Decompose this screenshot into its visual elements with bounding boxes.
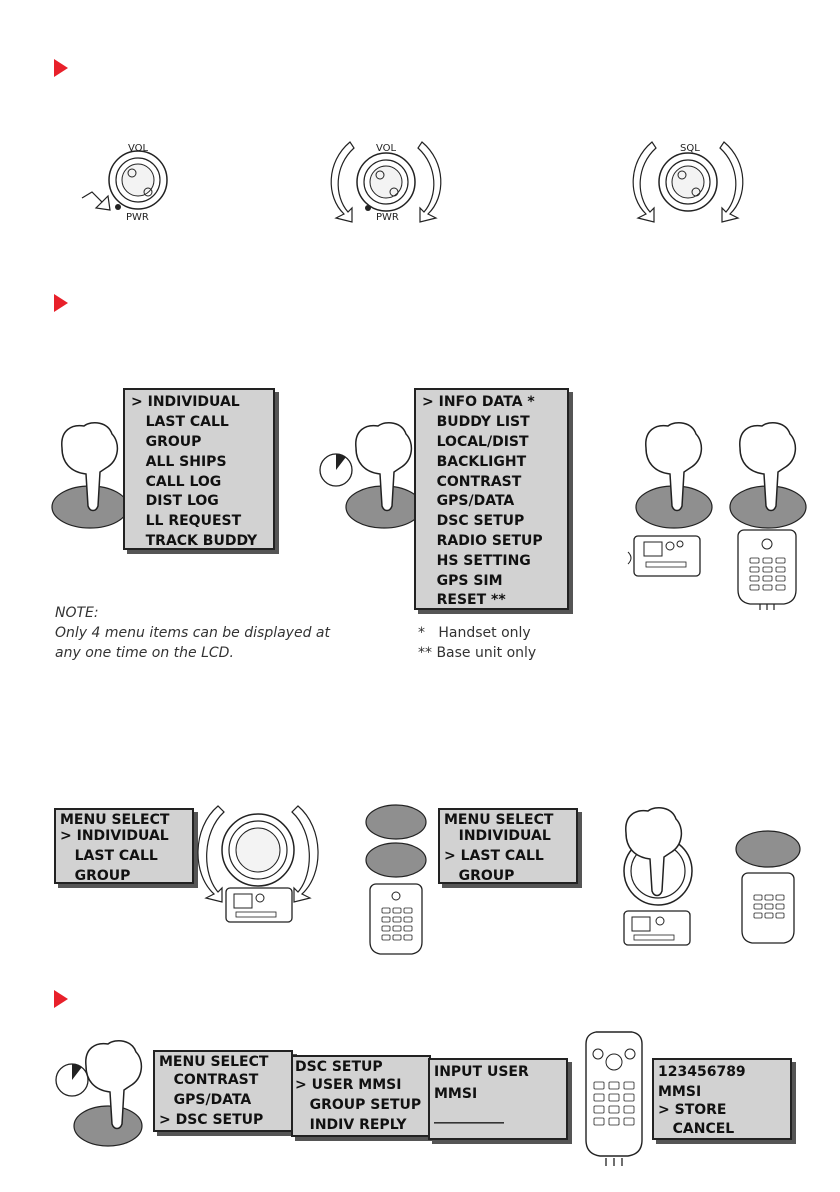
- long-press-icon-2: [50, 1040, 150, 1150]
- menu-item: RESET **: [422, 592, 506, 608]
- section-3-marker: [54, 990, 68, 1008]
- radio-press-options: [620, 420, 820, 610]
- note-line-1: Only 4 menu items can be displayed at: [55, 625, 330, 641]
- lcd-title: MENU SELECT: [444, 812, 554, 828]
- menu-item: GPS/DATA: [422, 493, 515, 509]
- menu-item: INDIVIDUAL: [444, 828, 551, 844]
- finger-press-icon: [50, 420, 130, 530]
- section-2-marker: [54, 294, 68, 312]
- menu-item: > INFO DATA *: [422, 394, 535, 410]
- menu-item: LAST CALL: [60, 848, 158, 864]
- lcd-line: __________: [434, 1108, 504, 1124]
- menu-item: GROUP: [60, 868, 131, 884]
- menu-item: BACKLIGHT: [422, 454, 527, 470]
- menu-item: ALL SHIPS: [131, 454, 227, 470]
- mmsi-step-3-lcd: [428, 1058, 568, 1140]
- menu-item: GPS/DATA: [159, 1092, 252, 1108]
- menu-item: TRACK BUDDY: [131, 533, 258, 549]
- mmsi-number: 123456789: [658, 1064, 746, 1080]
- lcd-line: INPUT USER: [434, 1064, 529, 1080]
- footnote-base: ** Base unit only: [418, 645, 537, 661]
- menu-item: CONTRAST: [159, 1072, 259, 1088]
- menu-item: LAST CALL: [131, 414, 229, 430]
- menu-item: > INDIVIDUAL: [60, 828, 169, 844]
- mmsi-step-4-lcd: [652, 1058, 792, 1140]
- knob-rotate-base-unit: [200, 800, 330, 930]
- menu-item: > USER MMSI: [295, 1077, 402, 1093]
- menu-item: LOCAL/DIST: [422, 434, 529, 450]
- menu-item: > DSC SETUP: [159, 1112, 264, 1128]
- vol-label-2: VOL: [376, 143, 397, 154]
- mmsi-step-1-lcd: [153, 1050, 293, 1132]
- menu-item: INDIV REPLY: [295, 1117, 407, 1133]
- menu-item: > LAST CALL: [444, 848, 544, 864]
- menu-item: RADIO SETUP: [422, 533, 543, 549]
- menu-item: CALL LOG: [131, 474, 222, 490]
- menu-item: GROUP SETUP: [295, 1097, 422, 1113]
- pwr-label-2: PWR: [376, 212, 399, 223]
- vol-label: VOL: [128, 143, 149, 154]
- cancel-option: CANCEL: [658, 1121, 735, 1137]
- menu-item: CONTRAST: [422, 474, 522, 490]
- menu-item: GROUP: [444, 868, 515, 884]
- dsc-call-menu-lcd: [123, 388, 275, 550]
- menu-select-lcd-a: [54, 808, 194, 884]
- setup-menu-lcd: [414, 388, 569, 610]
- menu-select-lcd-b: [438, 808, 578, 884]
- sql-label: SQL: [680, 143, 700, 154]
- lcd-title: MENU SELECT: [60, 812, 170, 828]
- section-1-marker: [54, 59, 68, 77]
- note-title: NOTE:: [55, 605, 99, 621]
- menu-item: > INDIVIDUAL: [131, 394, 240, 410]
- pwr-label: PWR: [126, 212, 149, 223]
- lcd-title: MENU SELECT: [159, 1054, 269, 1070]
- note-line-2: any one time on the LCD.: [55, 645, 234, 661]
- menu-item: BUDDY LIST: [422, 414, 530, 430]
- handset-keypad-icon: [580, 1030, 650, 1180]
- lcd-title: DSC SETUP: [295, 1059, 383, 1075]
- menu-item: LL REQUEST: [131, 513, 242, 529]
- menu-item: HS SETTING: [422, 553, 531, 569]
- footnote-handset: * Handset only: [418, 625, 531, 641]
- vol-pwr-knob-push: [70, 140, 180, 230]
- mmsi-step-2-lcd: [291, 1055, 431, 1137]
- menu-item: GROUP: [131, 434, 202, 450]
- handset-buttons: [362, 802, 432, 962]
- store-option: > STORE: [658, 1102, 727, 1118]
- menu-item: DSC SETUP: [422, 513, 525, 529]
- lcd-line: MMSI: [658, 1084, 702, 1100]
- lcd-line: MMSI: [434, 1086, 478, 1102]
- knob-press-and-handset: [608, 805, 818, 955]
- menu-item: GPS SIM: [422, 573, 503, 589]
- menu-item: DIST LOG: [131, 493, 219, 509]
